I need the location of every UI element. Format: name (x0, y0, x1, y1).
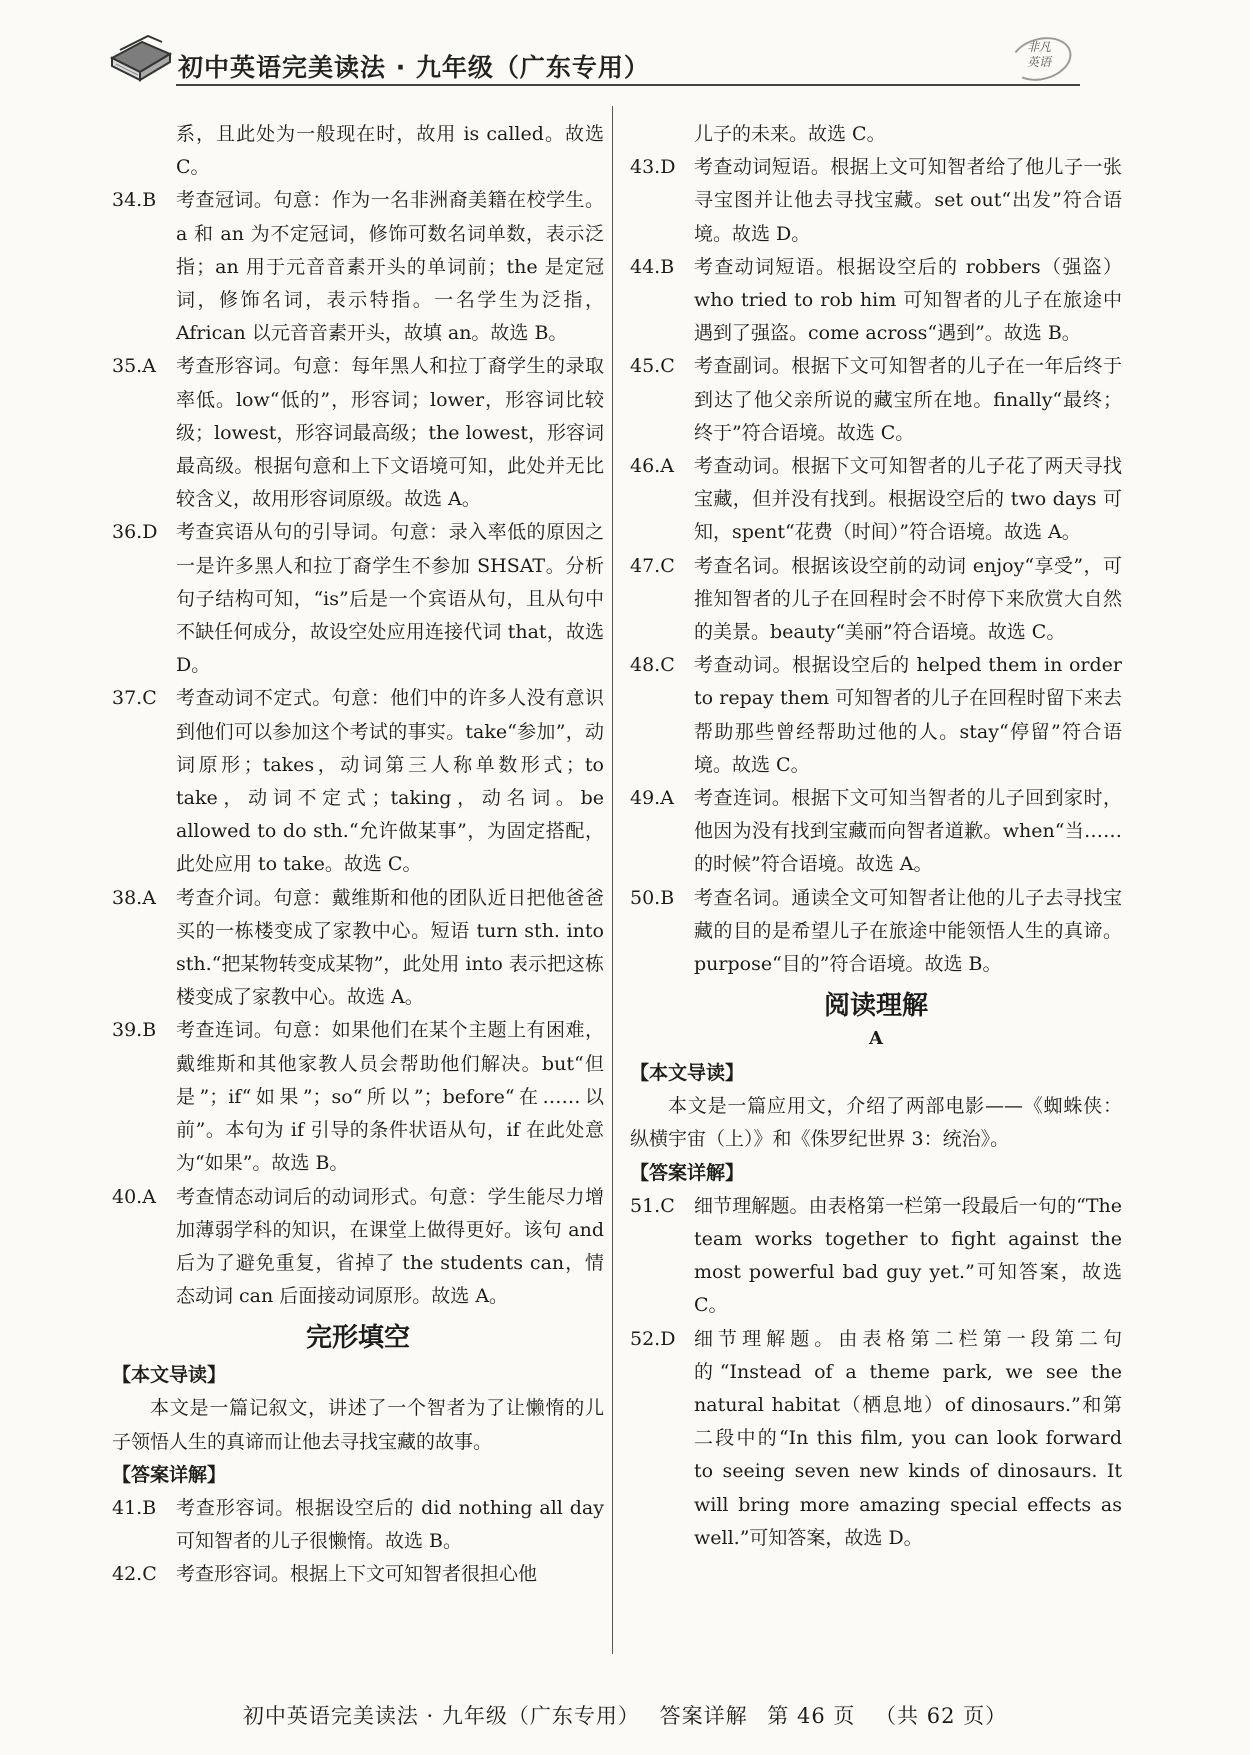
answer-explanation: 考查副词。根据下文可知智者的儿子在一年后终于到达了他父亲所说的藏宝所在地。finally“最终；终于”符合语境。故选 C。 (694, 355, 1122, 444)
answer-item (112, 1492, 604, 1558)
answer-item (112, 184, 604, 350)
brand-logo: 非凡 英语 (1004, 32, 1074, 82)
guide-label: 【本文导读】 (112, 1364, 227, 1387)
guide-label: 【本文导读】 (630, 1062, 745, 1085)
question-number: 41.B (112, 1496, 157, 1519)
header-rule (176, 84, 1080, 86)
question-number: 35.A (112, 355, 156, 378)
question-number: 45.C (630, 355, 675, 378)
guide-text: 本文是一篇应用文，介绍了两部电影——《蜘蛛侠：纵横宇宙（上）》和《侏罗纪世界 3：统治》。 (630, 1095, 1122, 1151)
footer-page-number: 第 46 页 (767, 1704, 856, 1728)
question-number: 34.B (112, 189, 157, 212)
footer-total-pages: （共 62 页） (875, 1704, 1008, 1728)
answer-item (630, 649, 1122, 782)
question-number: 51.C (630, 1194, 675, 1217)
question-number: 37.C (112, 687, 157, 710)
answer-explanation: 考查介词。句意：戴维斯和他的团队近日把他爸爸买的一栋楼变成了家教中心。短语 turn sth. into sth.“把某物转变成某物”，此处用 into 表示把这栋楼变成了家教中心。故选 A。 (176, 886, 604, 1009)
header-title: 初中英语完美读法 · 九年级（广东专用） (178, 53, 650, 82)
section-title-reading: 阅读理解 (823, 991, 928, 1022)
book-icon (108, 28, 174, 84)
question-number: 50.B (630, 886, 675, 909)
answer-item (630, 350, 1122, 450)
answer-item (112, 682, 604, 881)
continuation-text: 儿子的未来。故选 C。 (694, 123, 886, 145)
answer-label: 【答案详解】 (112, 1463, 227, 1486)
question-number: 52.D (630, 1327, 676, 1350)
answer-list (630, 151, 1122, 981)
answer-explanation: 考查情态动词后的动词形式。句意：学生能尽力增加薄弱学科的知识，在课堂上做得更好。该句 and 后为了避免重复，省掉了 the students can，情态动词 can 后面接动词原形。故选 A。 (176, 1185, 604, 1308)
question-number: 42.C (112, 1563, 157, 1586)
question-number: 46.A (630, 455, 674, 478)
answer-explanation: 细节理解题。由表格第二栏第一段第二句的“Instead of a theme park, we see the natural habitat（栖息地）of dinosaurs.”和第二段中的“In this film, you can look forward to seeing seven new kinds of dinosaurs. It will bring more amazing special effects as well.”可知答案，故选 D。 (694, 1327, 1122, 1549)
right-column (630, 118, 1122, 1555)
question-number: 49.A (630, 787, 674, 810)
answer-list (112, 184, 604, 1313)
question-number: 43.D (630, 156, 676, 179)
answer-item (630, 251, 1122, 351)
answer-explanation: 细节理解题。由表格第一栏第一段最后一句的“The team works together to fight against the most powerful bad guy yet.”可知答案，故选 C。 (694, 1194, 1122, 1317)
answer-label: 【答案详解】 (630, 1161, 745, 1184)
question-number: 44.B (630, 255, 675, 278)
answer-explanation: 考查动词短语。根据上文可知智者给了他儿子一张寻宝图并让他去寻找宝藏。set out“出发”符合语境。故选 D。 (694, 156, 1122, 245)
guide-text: 本文是一篇记叙文，讲述了一个智者为了让懒惰的儿子领悟人生的真谛而让他去寻找宝藏的故事。 (112, 1397, 604, 1453)
question-number: 39.B (112, 1019, 157, 1042)
answer-list (112, 1492, 604, 1592)
answer-item (112, 516, 604, 682)
answer-item (630, 1190, 1122, 1323)
answer-explanation: 考查连词。根据下文可知当智者的儿子回到家时，他因为没有找到宝藏而向智者道歉。when“当……的时候”符合语境。故选 A。 (694, 787, 1122, 876)
section-subtitle: A (869, 1028, 883, 1050)
answer-explanation: 考查动词短语。根据设空后的 robbers（强盗）who tried to rob him 可知智者的儿子在旅途中遇到了强盗。come across“遇到”。故选 B。 (694, 255, 1122, 345)
question-number: 47.C (630, 554, 675, 577)
answer-item (112, 1558, 604, 1591)
answer-explanation: 考查形容词。根据设空后的 did nothing all day 可知智者的儿子很懒惰。故选 B。 (176, 1496, 604, 1552)
answer-explanation: 考查动词。根据下文可知智者的儿子花了两天寻找宝藏，但并没有找到。根据设空后的 two days 可知，spent“花费（时间）”符合语境。故选 A。 (694, 455, 1122, 544)
column-divider (612, 106, 613, 1654)
answer-explanation: 考查形容词。句意：每年黑人和拉丁裔学生的录取率低。low“低的”，形容词；lower，形容词比较级；lowest，形容词最高级；the lowest，形容词最高级。根据句意和上下文语境可知，此处并无比较含义，故用形容词原级。故选 A。 (176, 355, 604, 511)
answer-item (112, 350, 604, 516)
answer-explanation: 考查名词。根据该设空前的动词 enjoy“享受”，可推知智者的儿子在回程时会不时停下来欣赏大自然的美景。beauty“美丽”符合语境。故选 C。 (694, 554, 1122, 644)
section-title-cloze: 完形填空 (305, 1323, 410, 1354)
answer-explanation: 考查动词。根据设空后的 helped them in order to repay them 可知智者的儿子在回程时留下来去帮助那些曾经帮助过他的人。stay“停留”符合语境。故选 C。 (694, 654, 1122, 776)
answer-item (630, 550, 1122, 650)
answer-explanation: 考查冠词。句意：作为一名非洲裔美籍在校学生。a 和 an 为不定冠词，修饰可数名词单数，表示泛指；an 用于元音音素开头的单词前；the 是定冠词，修饰名词，表示特指。一名学生为泛指，African 以元音音素开头，故填 an。故选 B。 (176, 189, 604, 345)
footer-book-title: 初中英语完美读法 · 九年级（广东专用） (242, 1704, 640, 1728)
answer-explanation: 考查连词。句意：如果他们在某个主题上有困难，戴维斯和其他家教人员会帮助他们解决。but“但是”；if“如果”；so“所以”；before“在……以前”。本句为 if 引导的条件状语从句，if 在此处意为“如果”。故选 B。 (176, 1019, 604, 1175)
answer-item (630, 450, 1122, 550)
answer-item (630, 151, 1122, 251)
answer-item (112, 882, 604, 1015)
answer-explanation: 考查形容词。根据上下文可知智者很担心他 (176, 1563, 538, 1586)
answer-item (112, 1014, 604, 1180)
page-footer (0, 1700, 1250, 1730)
answer-item (630, 882, 1122, 982)
question-number: 38.A (112, 886, 156, 909)
left-column (112, 118, 604, 1591)
answer-item (112, 1181, 604, 1314)
question-number: 48.C (630, 654, 675, 677)
answer-explanation: 考查宾语从句的引导词。句意：录入率低的原因之一是许多黑人和拉丁裔学生不参加 SHSAT。分析句子结构可知，“is”后是一个宾语从句，且从句中不缺任何成分，故设空处应用连接代词 that，故选 D。 (176, 521, 604, 677)
answer-list (630, 1190, 1122, 1555)
question-number: 36.D (112, 521, 158, 544)
answer-item (630, 1323, 1122, 1555)
page-header (0, 0, 1250, 100)
question-number: 40.A (112, 1185, 156, 1208)
continuation-text: 系，且此处为一般现在时，故用 is called。故选 C。 (176, 123, 604, 179)
footer-section: 答案详解 (659, 1704, 748, 1728)
answer-explanation: 考查名词。通读全文可知智者让他的儿子去寻找宝藏的目的是希望儿子在旅途中能领悟人生的真谛。purpose“目的”符合语境。故选 B。 (694, 886, 1122, 976)
answer-item (630, 782, 1122, 882)
answer-explanation: 考查动词不定式。句意：他们中的许多人没有意识到他们可以参加这个考试的事实。take“参加”，动词原形；takes，动词第三人称单数形式；to take，动词不定式；taking，动名词。be allowed to do sth.“允许做某事”，为固定搭配，此处应用 to take。故选 C。 (176, 687, 604, 876)
